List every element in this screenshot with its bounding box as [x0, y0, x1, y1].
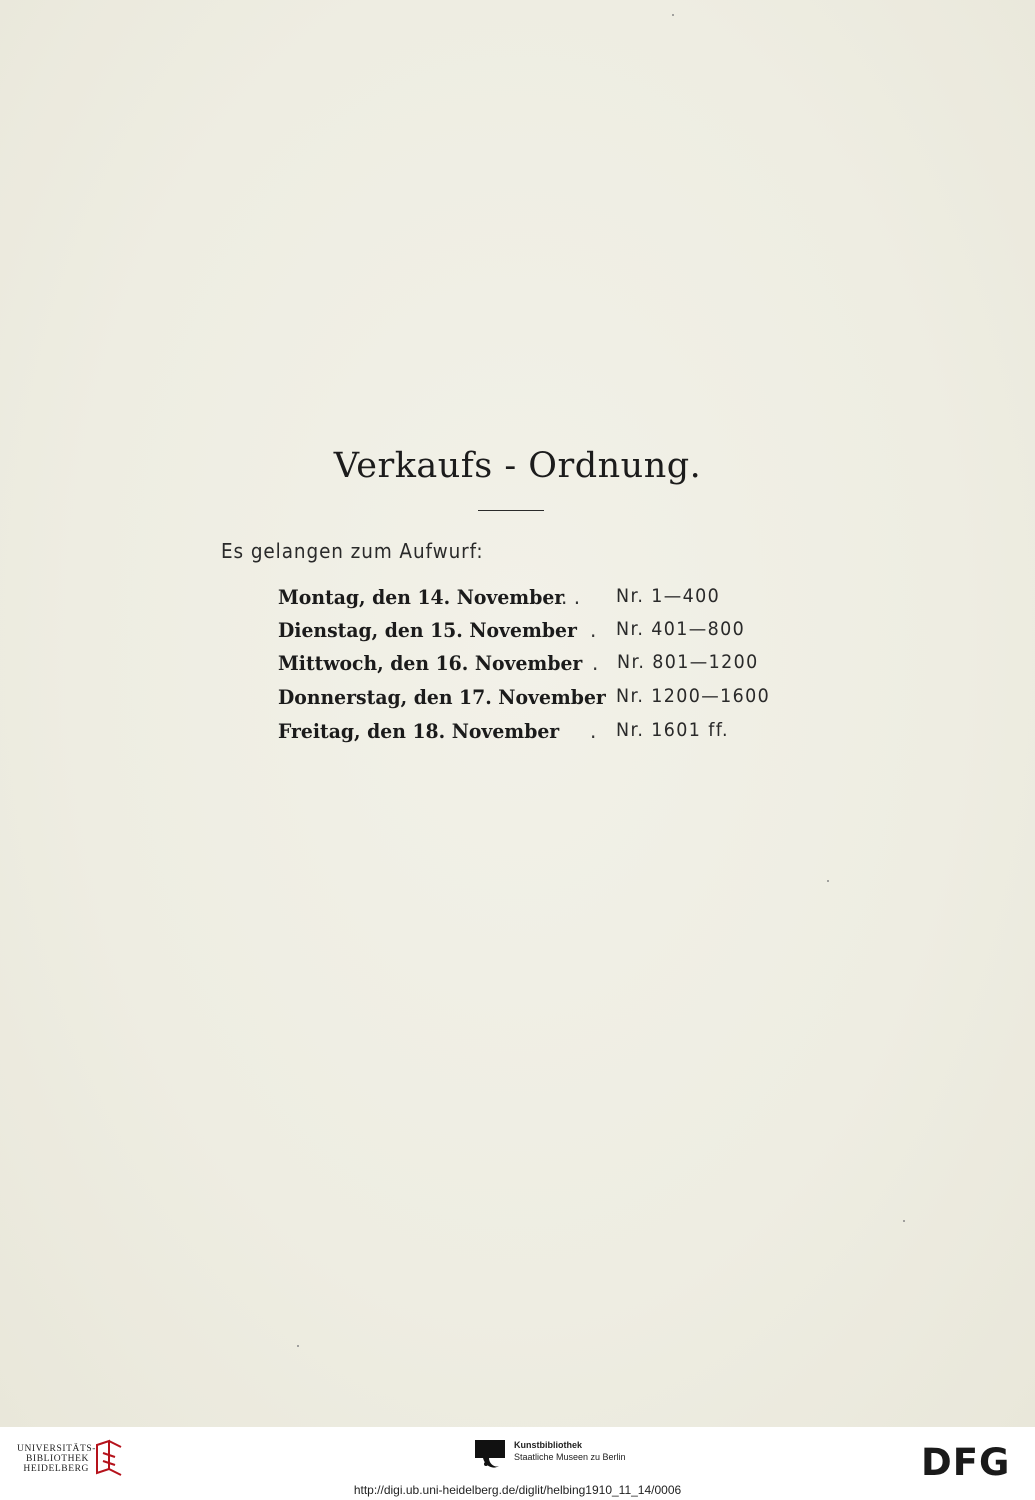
- library-mark-icon: [93, 1439, 125, 1479]
- schedule-row: [0, 719, 1035, 749]
- library-logo-line: HEIDELBERG: [23, 1464, 89, 1474]
- paper-speck: [903, 1220, 905, 1222]
- schedule-lot-range: Nr. 1601 ff.: [616, 719, 729, 741]
- schedule-row: [0, 651, 1035, 681]
- schedule-dots: .: [590, 719, 597, 743]
- viewer-footer: [0, 1427, 1035, 1500]
- partner-name: Kunstbibliothek: [514, 1440, 582, 1450]
- schedule-day: Mittwoch, den 16. November: [278, 651, 583, 675]
- kunstbibliothek-logo-icon[interactable]: [475, 1440, 505, 1472]
- partner-subtitle: Staatliche Museen zu Berlin: [514, 1452, 626, 1462]
- heidelberg-library-logo[interactable]: [17, 1444, 97, 1474]
- schedule-lot-range: Nr. 1200—1600: [616, 685, 771, 707]
- library-logo-line: BIBLIOTHEK: [26, 1454, 89, 1464]
- page-title: Verkaufs - Ordnung.: [333, 446, 702, 486]
- intro-text: Es gelangen zum Aufwurf:: [221, 539, 484, 563]
- title-rule: [478, 510, 544, 511]
- schedule-row: [0, 618, 1035, 648]
- schedule-row: [0, 685, 1035, 715]
- dfg-logo[interactable]: DFG: [921, 1441, 1011, 1484]
- schedule-lot-range: Nr. 801—1200: [617, 651, 759, 673]
- schedule-day: Freitag, den 18. November: [278, 719, 560, 743]
- paper-speck: [827, 880, 829, 882]
- schedule-dots: . .: [561, 585, 581, 609]
- paper-speck: [672, 14, 674, 16]
- library-logo-line: UNIVERSITÄTS-: [17, 1444, 97, 1454]
- schedule-day: Dienstag, den 15. November: [278, 618, 577, 642]
- schedule-dots: .: [592, 651, 599, 675]
- schedule-lot-range: Nr. 401—800: [616, 618, 746, 640]
- schedule-lot-range: Nr. 1—400: [616, 585, 721, 607]
- page-url[interactable]: http://digi.ub.uni-heidelberg.de/diglit/helbing1910_11_14/0006: [353, 1483, 682, 1497]
- schedule-dots: .: [590, 618, 597, 642]
- schedule-row: [0, 585, 1035, 615]
- paper-speck: [297, 1345, 299, 1347]
- partner-label: [514, 1439, 626, 1463]
- schedule-day: Montag, den 14. November: [278, 585, 565, 609]
- schedule-day: Donnerstag, den 17. November: [278, 685, 606, 709]
